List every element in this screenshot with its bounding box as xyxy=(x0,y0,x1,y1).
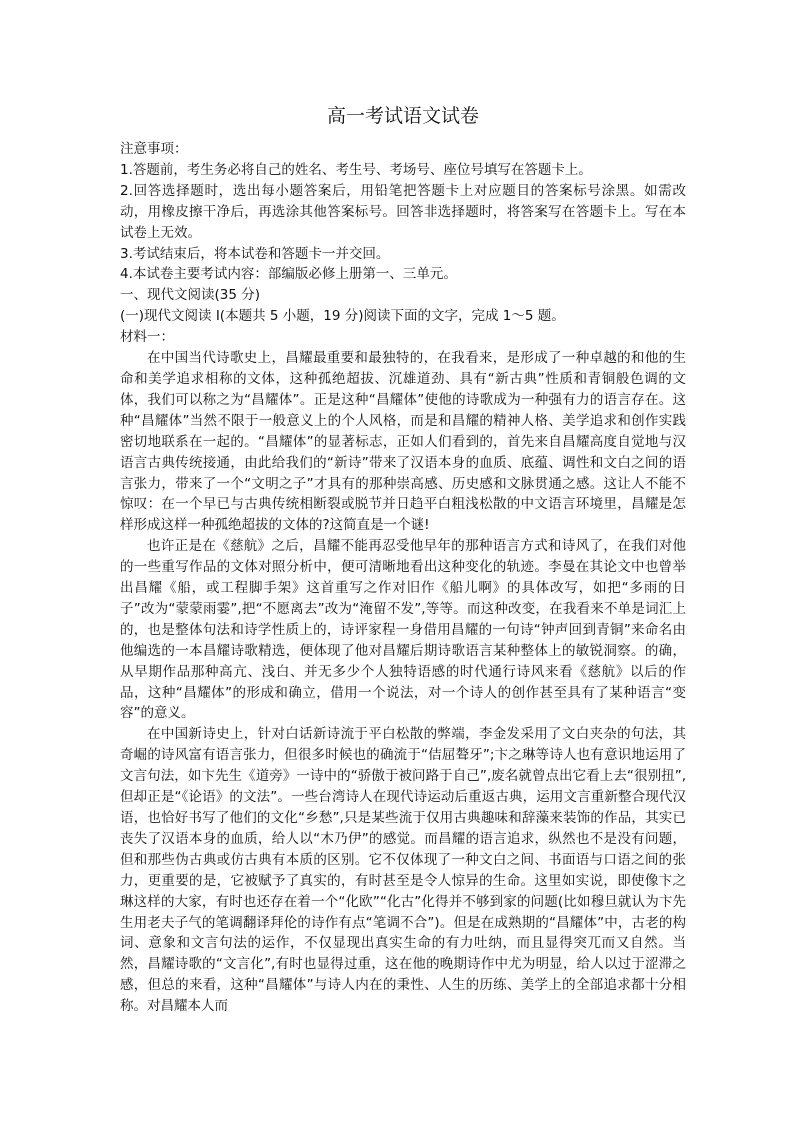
page-title: 高一考试语文试卷 xyxy=(326,105,479,127)
body-paragraph-3: 在中国新诗史上，针对白话新诗流于平白松散的弊端，李金发采用了文白夹杂的句法，其奇崛的诗风富有语言张力，但很多时候也的确流于“佶屈聱牙”;卞之琳等诗人也有意识地运用了文言句法，如卞先生《道旁》一诗中的“骄傲于被问路于自己”,废名就曾点出它看上去“很别扭”,但却正是“《论语》的文法”。一些台湾诗人在现代诗运动后重返古典，运用文言重新整合现代汉语，也恰好书写了他们的文化“乡愁”,只是某些流于仅用古典趣味和辞藻来装饰的作品，其实已丧失了汉语本身的血质，给人以“木乃伊”的感觉。而昌耀的语言追求，纵然也不是没有问题，但和那些伪古典或仿古典有本质的区别。它不仅体现了一种文白之间、书面语与口语之间的张力，更重要的是，它被赋予了真实的，有时甚至是令人惊异的生命。这里如实说，即使像卞之琳这样的大家，有时也还存在着一个“化欧”“化古”化得并不够到家的问题(比如穆旦就认为卞先生用老夫子气的笔调翻译拜伦的诗作有点“笔调不合”)。但是在成熟期的“昌耀体”中，古老的构词、意象和文言句法的运作，不仅显现出真实生命的有力吐纳，而且显得突兀而又自然。当然，昌耀诗歌的“文言化”,有时也显得过重，这在他的晚期诗作中尤为明显，给人以过于涩滞之感，但总的来看，这种“昌耀体”与诗人内在的秉性、人生的历练、美学上的全部追求都十分相称。对昌耀本人而 xyxy=(120,726,686,1015)
body-paragraph-2: 也许正是在《慈航》之后，昌耀不能再忍受他早年的那种语言方式和诗风了，在我们对他的一些重写作品的文体对照分析中，便可清晰地看出这种变化的轨迹。李曼在其论文中也曾举出昌耀《船，或工程脚手架》这首重写之作对旧作《船儿啊》的具体改写，如把“多雨的日子”改为“蒙蒙雨霎”,把“不愿离去”改为“淹留不发”,等等。而这种改变，在我看来不单是词汇上的，也是整体句法和诗学性质上的，诗评家程一身借用昌耀的一句诗“钟声回到青铜”来命名由他编选的一本昌耀诗歌精选，便体现了他对昌耀后期诗歌语言某种整体上的敏锐洞察。的确，从早期作品那种高亢、浅白、并无多少个人独特语感的时代通行诗风来看《慈航》以后的作品，这种“昌耀体”的形成和确立，借用一个说法，对一个诗人的创作甚至具有了某种语言“变容”的意义。 xyxy=(120,538,686,722)
subsection-heading: (一)现代文阅读 I(本题共 5 小题，19 分)阅读下面的文字，完成 1～5 题。 xyxy=(120,308,565,325)
notice-item-3: 3.考试结束后，将本试卷和答题卡一并交回。 xyxy=(120,245,390,262)
material-label: 材料一： xyxy=(120,329,174,346)
notice-item-4: 4.本试卷主要考试内容：部编版必修上册第一、三单元。 xyxy=(120,266,457,283)
notice-item-2: 2.回答选择题时，选出每小题答案后，用铅笔把答题卡上对应题目的答案标号涂黑。如需改动，用橡皮擦干净后，再选涂其他答案标号。回答非选择题时，将答案写在答题卡上。写在本试卷上无效。 xyxy=(120,182,686,241)
notice-item-1: 1.答题前，考生务必将自己的姓名、考生号、考场号、座位号填写在答题卡上。 xyxy=(120,161,592,178)
exam-page xyxy=(120,103,686,1017)
body-paragraph-1: 在中国当代诗歌史上，昌耀最重要和最独特的，在我看来，是形成了一种卓越的和他的生命和美学追求相称的文体，这种孤绝超拔、沉雄道劲、具有“新古典”性质和青铜般色调的文体，我们可以称之为“昌耀体”。正是这种“昌耀体”使他的诗歌成为一种强有力的语言存在。这种“昌耀体”当然不限于一般意义上的个人风格，而是和昌耀的精神人格、美学追求和创作实践密切地联系在一起的。“昌耀体”的显著标志，正如人们看到的，首先来自昌耀高度自觉地与汉语言古典传统接通，由此给我们的“新诗”带来了汉语本身的血质、底蕴、调性和文白之间的语言张力，带来了一个“文明之子”才具有的那种崇高感、历史感和文脉贯通之感。这让人不能不惊叹：在一个早已与古典传统相断裂或脱节并日趋平白粗浅松散的中文语言环境里，昌耀是怎样形成这样一种孤绝超拔的文体的?这简直是一个谜! xyxy=(120,350,686,534)
section-heading: 一、现代文阅读(35 分) xyxy=(120,287,261,304)
notice-heading: 注意事项： xyxy=(120,141,188,157)
